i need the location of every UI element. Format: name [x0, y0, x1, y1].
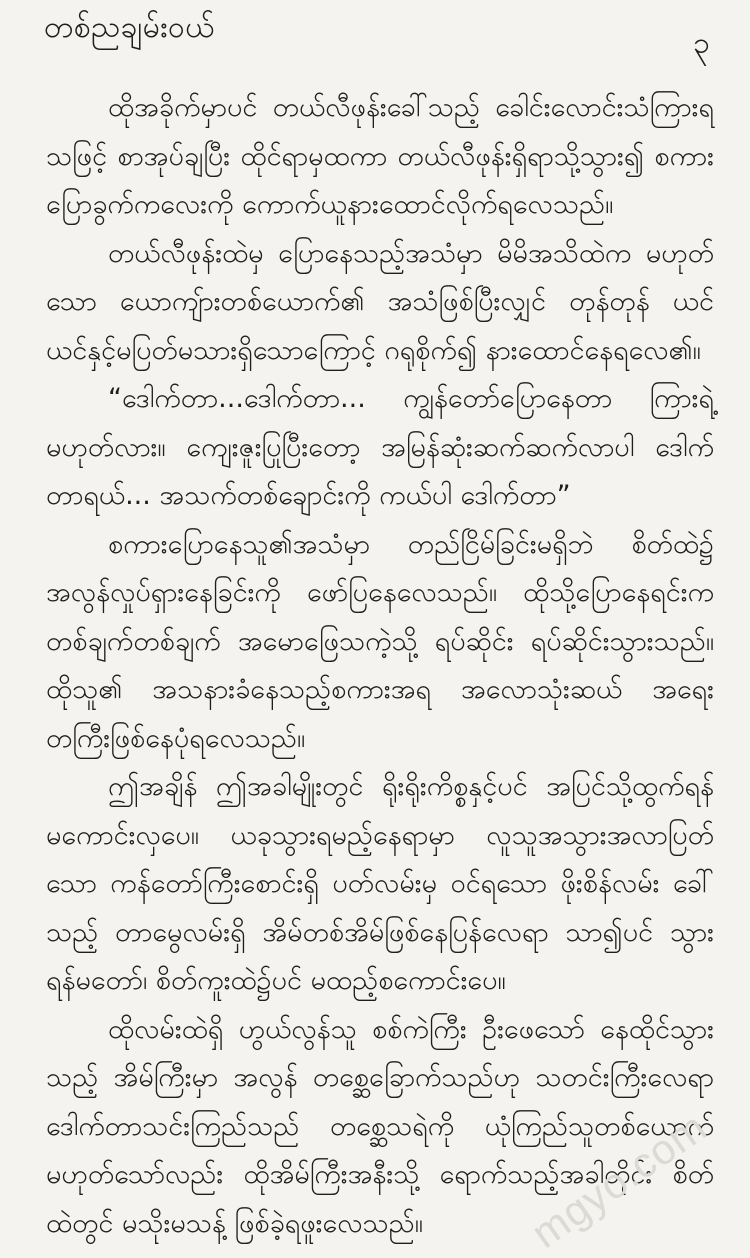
text-line: အလွန်လှုပ်ရှားနေခြင်းကို ဖော်ပြနေလေသည်။ ထိုသို့ပြောနေရင်းက	[46, 577, 714, 608]
text-line: ရန်မတော်၊ စိတ်ကူးထဲ၌ပင် မထည့်စကောင်းပေ။	[46, 965, 506, 996]
watermark: mgyo.com	[523, 1102, 716, 1257]
text-line: သဖြင့် စာအုပ်ချပြီး ထိုင်ရာမှထကာ တယ်လီဖုန်းရှိရာသို့သွား၍ စကား	[46, 140, 714, 172]
text-line: တယ်လီဖုန်းထဲမှ ပြောနေသည့်အသံမှာ မိမိအသိထဲက မဟုတ်	[108, 237, 714, 269]
text-line: ဤအချိန် ဤအခါမျိုးတွင် ရိုးရိုးကိစ္စနှင့်ပင် အပြင်သို့ထွက်ရန်	[108, 771, 714, 802]
text-line: ဒေါက်တာသင်းကြည်သည် တစ္ဆေသရဲကို ယုံကြည်သူတစ်ယောက်	[46, 1110, 714, 1142]
text-line: မဟုတ်လား။ ကျေးဇူးပြုပြီးတော့ အမြန်ဆုံးဆက်ဆက်လာပါ ဒေါက်	[46, 431, 714, 463]
text-line: သော ယောကျ်ားတစ်ယောက်၏ အသံဖြစ်ပြီးလျှင် တုန်တုန် ယင်	[46, 286, 714, 317]
text-line: “ဒေါက်တာ...ဒေါက်တာ... ကျွန်တော်ပြောနေတာ ကြားရဲ့	[108, 383, 714, 414]
text-line: ထိုအခိုက်မှာပင် တယ်လီဖုန်းခေါ်သည့် ခေါင်းလောင်းသံကြားရ	[108, 92, 714, 123]
text-line: သော ကန်တော်ကြီးစောင်းရှိ ပတ်လမ်းမှ ဝင်ရသော ဖိုးစိန်လမ်း ခေါ်	[46, 868, 714, 899]
text-line: မကောင်းလှပေ။ ယခုသွားရမည့်နေရာမှာ လူသူအသွားအလာပြတ်	[46, 819, 714, 851]
text-line: သည့် အိမ်ကြီးမှာ အလွန် တစ္ဆေခြောက်သည်ဟု သတင်းကြီးလေရာ	[46, 1062, 714, 1093]
text-line: သည့် တာမွေလမ်းရှိ အိမ်တစ်အိမ်ဖြစ်နေပြန်လေရာ သာ၍ပင် သွား	[46, 916, 714, 948]
text-line: ထဲတွင် မသိုးမသန့် ဖြစ်ခဲ့ရဖူးလေသည်။	[46, 1207, 423, 1239]
text-line: တကြီးဖြစ်နေပုံရလေသည်။	[46, 722, 306, 754]
text-line: ပြောခွက်ကလေးကို ကောက်ယူနားထောင်လိုက်ရလေသည်။	[46, 189, 614, 220]
body-text	[46, 84, 714, 1239]
running-header-title: တစ်ညချမ်းဝယ်	[44, 10, 215, 45]
page-number: ၃	[693, 26, 710, 61]
text-line: မဟုတ်သော်လည်း ထိုအိမ်ကြီးအနီးသို့ ရောက်သည့်အခါတိုင်း စိတ်	[46, 1159, 714, 1190]
text-line: ထိုလမ်းထဲရှိ ဟွယ်လွန်သူ စစ်ကဲကြီး ဦးဖေသော် နေထိုင်သွား	[108, 1013, 714, 1045]
text-line: ထိုသူ၏ အသနားခံနေသည့်စကားအရ အလောသုံးဆယ် အရေး	[46, 674, 714, 705]
text-line: တာရယ်... အသက်တစ်ချောင်းကို ကယ်ပါ ဒေါက်တာ”	[46, 480, 571, 511]
text-line: ယင်နှင့်မပြတ်မသားရှိသောကြောင့် ဂရုစိုက်၍ နားထောင်နေရလေ၏။	[46, 334, 701, 366]
text-line: တစ်ချက်တစ်ချက် အမောဖြေသကဲ့သို့ ရပ်ဆိုင်း ရပ်ဆိုင်းသွားသည်။	[46, 625, 714, 657]
text-line: စကားပြောနေသူ၏အသံမှာ တည်ငြိမ်ခြင်းမရှိဘဲ စိတ်ထဲ၌	[108, 528, 714, 560]
